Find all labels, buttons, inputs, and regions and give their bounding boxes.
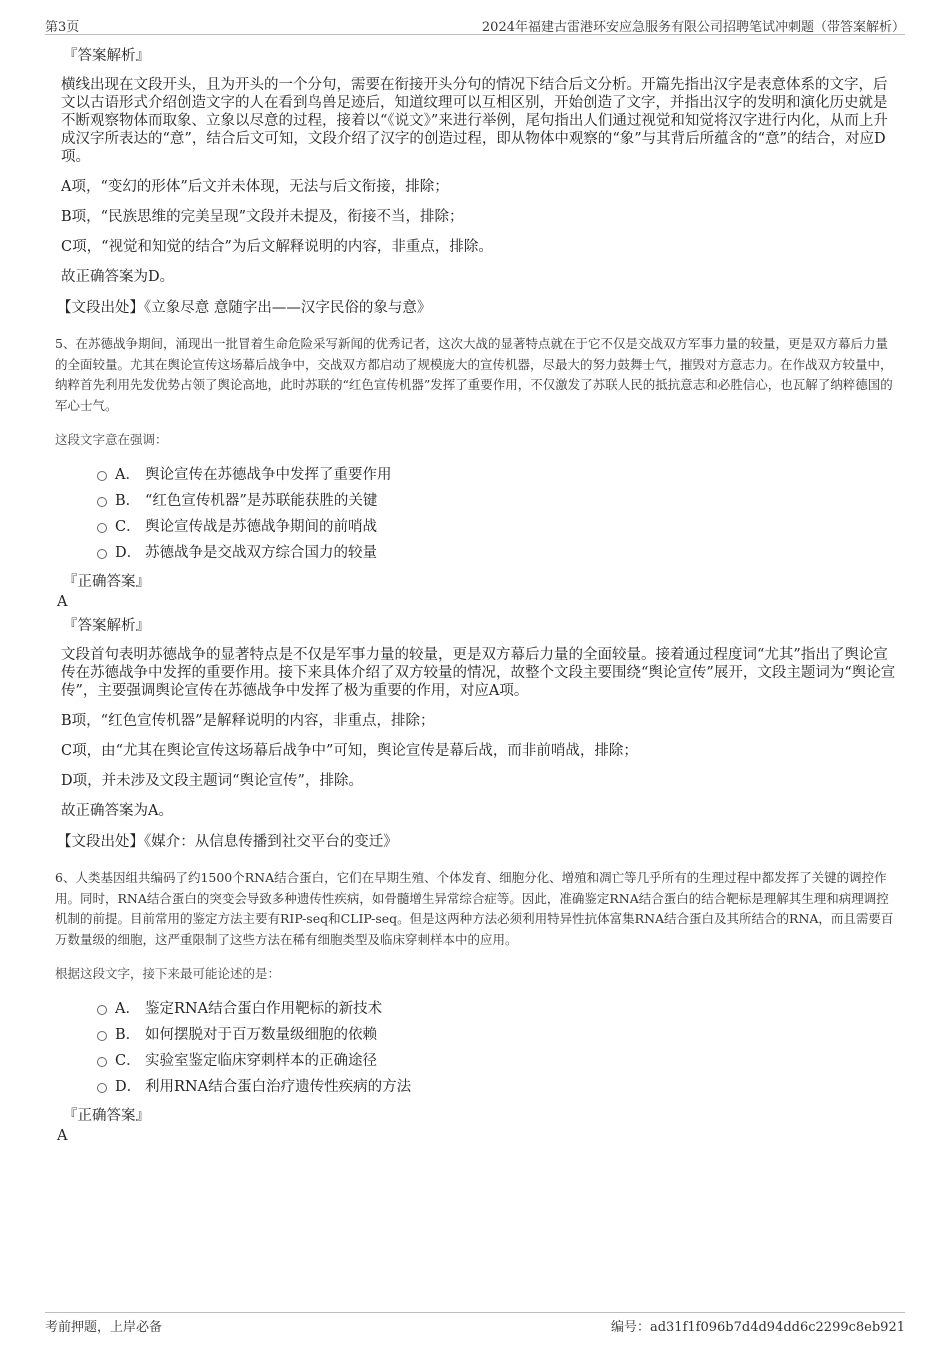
analysis-paragraph: D项，并未涉及文段主题词“舆论宣传”，排除。 (61, 773, 363, 789)
option-text: 如何摆脱对于百万数量级细胞的依赖 (145, 1027, 377, 1043)
option-a[interactable] (97, 996, 897, 1022)
correct-answer-label: 『正确答案』 (63, 1108, 150, 1124)
radio-icon[interactable] (97, 523, 107, 533)
option-text: 苏德战争是交战双方综合国力的较量 (145, 545, 377, 561)
option-text: “红色宣传机器”是苏联能获胜的关键 (145, 493, 378, 509)
analysis-block (57, 76, 897, 286)
radio-icon[interactable] (97, 1005, 107, 1015)
analysis-paragraph: B项，“红色宣传机器”是解释说明的内容，非重点，排除； (61, 713, 435, 729)
analysis-paragraph: C项，由“尤其在舆论宣传这场幕后战争中”可知，舆论宣传是幕后战，而非前哨战，排除； (61, 743, 638, 759)
question-text: 5、在苏德战争期间，涌现出一批冒着生命危险采写新闻的优秀记者，这次大战的显著特点就在于它不仅是交战双方军事力量的较量，更是双方幕后力量的全面较量。尤其在舆论宣传这场幕后战争中，交战双方都启动了规模庞大的宣传机器，尽最大的努力鼓舞士气，摧毁对方意志力。在作战双方较量中，纳粹首先利用先发优势占领了舆论高地，此时苏联的“红色宣传机器”发挥了重要作用，不仅激发了苏联人民的抵抗意志和必胜信心，也瓦解了纳粹德国的军心士气。 (55, 336, 893, 413)
option-b[interactable] (97, 1022, 897, 1048)
radio-icon[interactable] (97, 1083, 107, 1093)
question-prompt: 这段文字意在强调： (55, 432, 168, 447)
footer-code-value: ad31f1f096b7d4d94dd6c2299c8eb921 (649, 1320, 905, 1335)
source-citation: 【文段出处】《媒介：从信息传播到社交平台的变迁》 (57, 834, 398, 850)
analysis-paragraph: C项，“视觉和知觉的结合”为后文解释说明的内容，非重点，排除。 (61, 239, 493, 255)
radio-icon[interactable] (97, 471, 107, 481)
option-key: A． (115, 1001, 140, 1017)
analysis-label: 『答案解析』 (63, 618, 150, 634)
option-text: 舆论宣传战是苏德战争期间的前哨战 (145, 519, 377, 535)
analysis-paragraph: B项，“民族思维的完美呈现”文段并未提及，衔接不当，排除； (61, 209, 464, 225)
option-b[interactable] (97, 488, 897, 514)
analysis-paragraph: 故正确答案为A。 (61, 803, 173, 819)
footer-code-label: 编号： (610, 1320, 650, 1335)
analysis-block (57, 646, 897, 820)
option-text: 利用RNA结合蛋白治疗遗传性疾病的方法 (145, 1079, 412, 1095)
radio-icon[interactable] (97, 1057, 107, 1067)
radio-icon[interactable] (97, 549, 107, 559)
analysis-label: 『答案解析』 (63, 48, 150, 64)
option-key: C． (115, 1053, 141, 1069)
option-list (97, 996, 897, 1100)
radio-icon[interactable] (97, 1031, 107, 1041)
page-content (57, 46, 897, 1150)
option-list (97, 462, 897, 566)
correct-answer: A (57, 1128, 68, 1144)
option-key: D． (115, 545, 142, 561)
option-a[interactable] (97, 462, 897, 488)
option-d[interactable] (97, 1074, 897, 1100)
question-prompt: 根据这段文字，接下来最可能论述的是： (55, 966, 281, 981)
document-title: 2024年福建古雷港环安应急服务有限公司招聘笔试冲刺题（带答案解析） (481, 20, 905, 35)
analysis-paragraph: 文段首句表明苏德战争的显著特点是不仅是军事力量的较量，更是双方幕后力量的全面较量。接着通过程度词“尤其”指出了舆论宣传在苏德战争中发挥的重要作用。接下来具体介绍了双方较量的情况，故整个文段主要围绕“舆论宣传”展开，文段主题词为“舆论宣传”，主要强调舆论宣传在苏德战争中发挥了极为重要的作用，对应A项。 (61, 647, 896, 699)
option-text: 舆论宣传在苏德战争中发挥了重要作用 (145, 467, 392, 483)
source-citation: 【文段出处】《立象尽意 意随字出——汉字民俗的象与意》 (57, 300, 432, 316)
option-key: C． (115, 519, 141, 535)
option-key: B． (115, 1027, 141, 1043)
correct-answer: A (57, 594, 68, 610)
option-key: A． (115, 467, 140, 483)
page-footer (45, 1312, 905, 1335)
footer-slogan: 考前押题，上岸必备 (45, 1320, 163, 1335)
page-number: 第3页 (45, 20, 80, 35)
radio-icon[interactable] (97, 497, 107, 507)
option-c[interactable] (97, 1048, 897, 1074)
page-header (45, 14, 905, 35)
question-text: 6、人类基因组共编码了约1500个RNA结合蛋白，它们在早期生殖、个体发育、细胞分化、增殖和凋亡等几乎所有的生理过程中都发挥了关键的调控作用。同时，RNA结合蛋白的突变会导致多种遗传性疾病，如骨髓增生异常综合症等。因此，准确鉴定RNA结合蛋白的结合靶标是理解其生理和病理调控机制的前提。目前常用的鉴定方法主要有RIP-seq和CLIP-seq。但是这两种方法必须利用特异性抗体富集RNA结合蛋白及其所结合的RNA，而且需要百万数量级的细胞，这严重限制了这些方法在稀有细胞类型及临床穿刺样本中的应用。 (55, 870, 894, 947)
footer-code (611, 1316, 905, 1335)
option-d[interactable] (97, 540, 897, 566)
option-c[interactable] (97, 514, 897, 540)
option-text: 鉴定RNA结合蛋白作用靶标的新技术 (145, 1001, 383, 1017)
analysis-paragraph: 横线出现在文段开头，且为开头的一个分句，需要在衔接开头分句的情况下结合后文分析。开篇先指出汉字是表意体系的文字，后文以古语形式介绍创造文字的人在看到鸟兽足迹后，知道纹理可以互相区别，开始创造了文字，并指出汉字的发明和演化历史就是不断观察物体而取象、立象以尽意的过程，接着以“《说文》”来进行举例，尾句指出人们通过视觉和知觉将汉字进行内化，从而上升成汉字所表达的“意”，结合后文可知，文段介绍了汉字的创造过程，即从物体中观察的“象”与其背后所蕴含的“意”的结合，对应D项。 (61, 77, 888, 165)
option-text: 实验室鉴定临床穿刺样本的正确途径 (145, 1053, 377, 1069)
analysis-paragraph: 故正确答案为D。 (61, 269, 175, 285)
option-key: D． (115, 1079, 142, 1095)
correct-answer-label: 『正确答案』 (63, 574, 150, 590)
option-key: B． (115, 493, 141, 509)
analysis-paragraph: A项，“变幻的形体”后文并未体现，无法与后文衔接，排除； (61, 179, 449, 195)
